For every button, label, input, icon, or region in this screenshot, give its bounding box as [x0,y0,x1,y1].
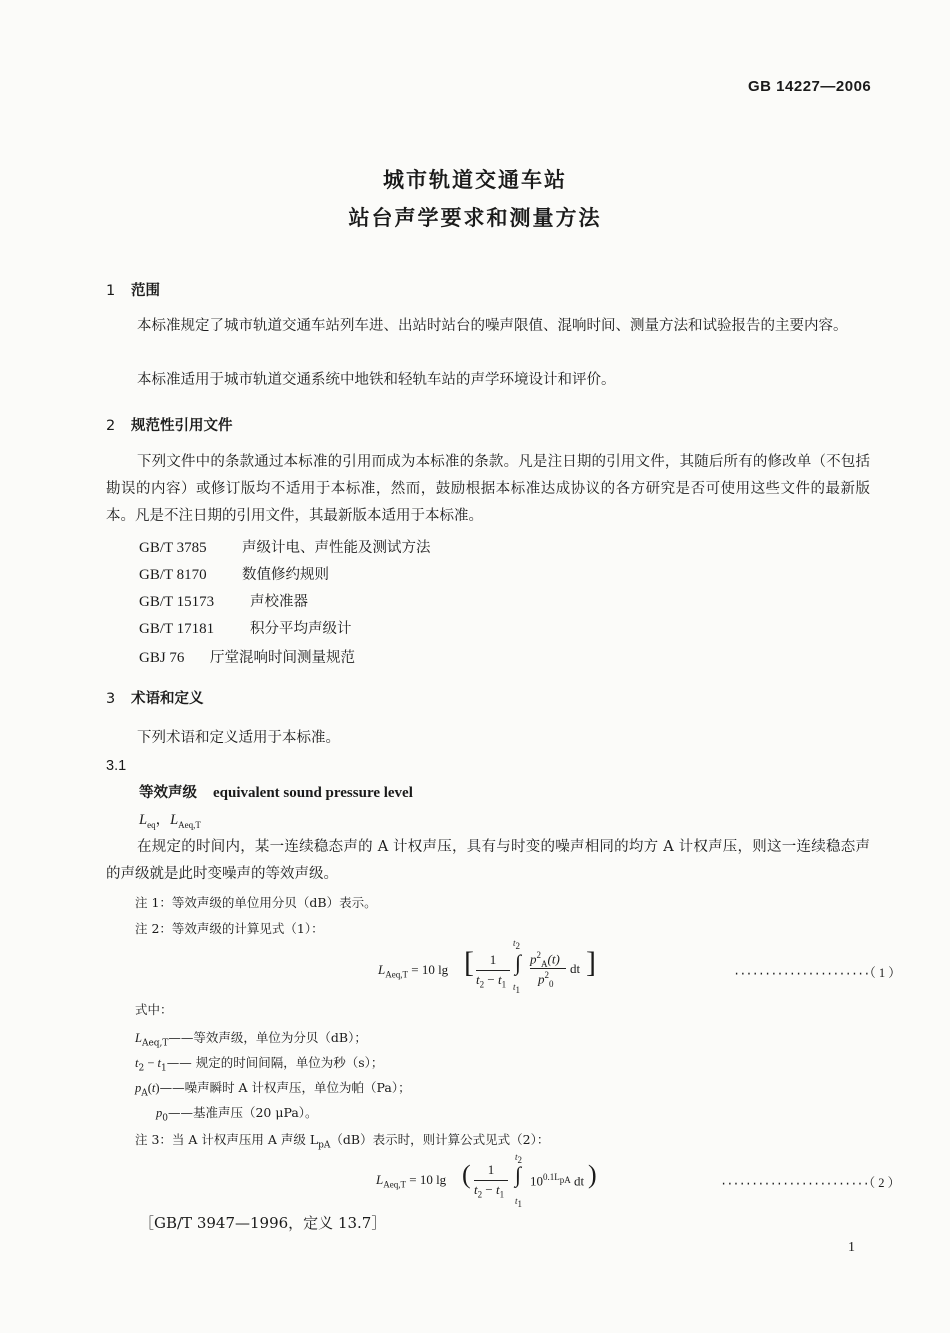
section-3-heading [106,687,204,708]
section-title: 规范性引用文件 [131,418,233,434]
section-2-heading [106,414,233,435]
section-number: 1 [106,283,116,299]
title-line-1: 城市轨道交通车站 [383,168,567,192]
formula-2-number: ························（ 2 ） [720,1176,901,1191]
reference-title: 积分平均声级计 [250,621,352,637]
variable-definition: $p_A(t)——$噪声瞬时 A 计权声压，单位为帕（Pa）； [135,1080,411,1099]
note-2: 注 2：等效声级的计算见式（1）： [135,921,324,936]
reference-code: GBJ 76 [139,650,185,666]
variable-definition: $p_0——$基准声压（20 μPa）。 [156,1105,318,1124]
section-3-para-1: 下列术语和定义适用于本标准。 [137,730,340,746]
reference-item [139,563,329,584]
section-title: 术语和定义 [131,691,204,707]
note-3: 注 3：当 A 计权声压用 A 声级 $L_{pA}(dB)$表示时，则计算公式见式（2）： [135,1132,550,1151]
formula-2: $L_{Aeq,T} = 10$ lg ( 1 $t_2 - t_1$ $t_2$ ∫ $t_1$ $10^{0.1L_{pA}}$ dt ) [376,1152,597,1209]
subsection-number: 3.1 [106,758,127,774]
term-chinese: 等效声级 [139,785,197,801]
term-heading [139,781,413,805]
formula-1: $L_{Aeq,T} = 10$ lg [ 1 $t_2 - t_1$ $t_2$ ∫ $t_1$ $p^2_A(t)$ $p^2_0$ dt ] [378,938,596,995]
reference-item [139,646,355,667]
reference-item [139,617,352,638]
section-2-para-1: 下列文件中的条款通过本标准的引用而成为本标准的条款。凡是注日期的引用文件，其随后所有的修改单（不包括勘误的内容）或修订版均不适用于本标准，然而，鼓励根据本标准达成协议的各方研究是否可使用这些文件的最新版本。凡是不注日期的引用文件，其最新版本适用于本标准。 [106,454,870,524]
term-english: equivalent sound pressure level [213,785,413,801]
reference-code: GB/T 8170 [139,567,207,583]
section-1-para-1: 本标准规定了城市轨道交通车站列车进、出站时站台的噪声限值、混响时间、测量方法和试验报告的主要内容。 [137,318,848,334]
variable-definition: $L_{Aeq,T}——$等效声级，单位为分贝（dB）； [135,1030,367,1049]
section-number: 2 [106,418,116,434]
term-symbols: $L_{eq}$，$L_{Aeq,T}$ [139,812,201,830]
note-1: 注 1：等效声级的单位用分贝（dB）表示。 [135,895,377,910]
reference-title: 厅堂混响时间测量规范 [210,650,355,666]
section-title: 范围 [131,283,160,299]
section-number: 3 [106,691,116,707]
reference-code: GB/T 15173 [139,594,215,610]
where-label: 式中： [135,1002,173,1017]
reference-title: 数值修约规则 [242,567,329,583]
variable-definition: $t_2$ − $t_1——$ 规定的时间间隔，单位为秒（s）； [135,1055,384,1074]
term-definition: 在规定的时间内，某一连续稳态声的 A 计权声压，具有与时变的噪声相同的均方 A 计权声压，则这一连续稳态声的声级就是此时变噪声的等效声级。 [106,839,870,882]
reference-title: 声校准器 [250,594,308,610]
section-1-heading [106,279,160,300]
formula-1-number: ······················（ 1 ） [733,966,901,981]
reference-code: GB/T 3785 [139,540,207,556]
document-code: GB 14227—2006 [748,78,872,95]
reference-code: GB/T 17181 [139,621,215,637]
section-1-para-2: 本标准适用于城市轨道交通系统中地铁和轻轨车站的声学环境设计和评价。 [137,372,616,388]
reference-item [139,536,431,557]
title-line-2: 站台声学要求和测量方法 [348,206,602,230]
reference-item [139,590,308,611]
source-reference: ［GB/T 3947—1996，定义 13.7］ [139,1214,387,1232]
page-number: 1 [848,1240,855,1255]
reference-title: 声级计电、声性能及测试方法 [242,540,431,556]
